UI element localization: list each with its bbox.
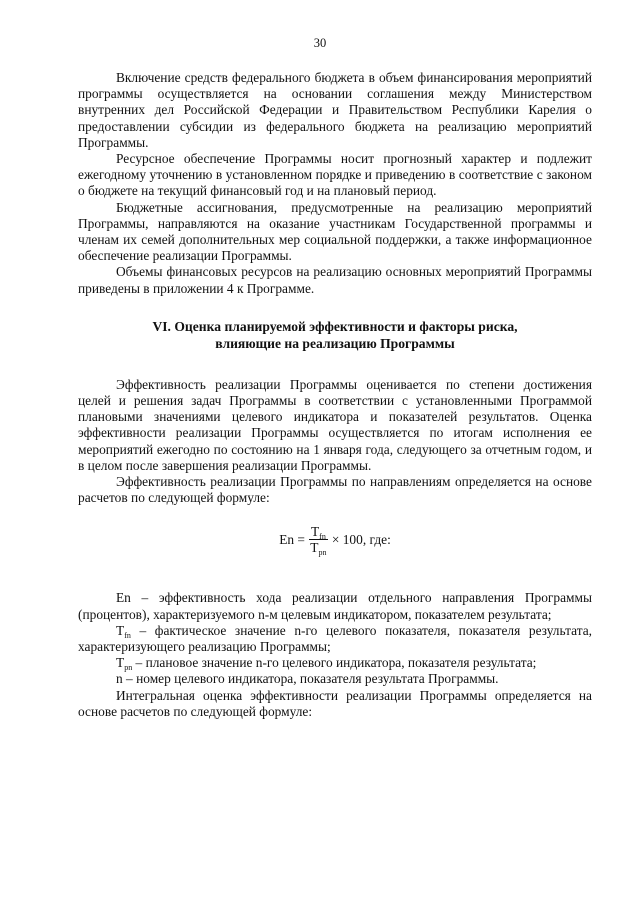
paragraph-financial-volumes: Объемы финансовых ресурсов на реализацию основных мероприятий Программы приведены в приложении 4 к Программе. [78,264,592,296]
definition-en: En – эффективность хода реализации отдельного направления Программы (процентов), характеризуемого n-м целевым индикатором, показателем результата; [78,590,592,622]
formula-denominator: $T_{pn}$ [310,540,327,558]
definition-n: n – номер целевого индикатора, показателя результата Программы. [116,671,499,687]
paragraph-resource-provision: Ресурсное обеспечение Программы носит прогнозный характер и подлежит ежегодному уточнению в установленном порядке и приведению в соответствие с законом о бюджете на текущий финансовый год и на плановый период. [78,151,592,199]
paragraph-efficiency-formula-intro: Эффективность реализации Программы по направлениям определяется на основе расчетов по следующей формуле: [78,474,592,506]
page-number: 30 [313,36,327,50]
formula-lhs: En = [279,531,305,547]
paragraph-efficiency-assessment: Эффективность реализации Программы оценивается по степени достижения целей и решения задач Программы в соответствии с установленными Программой плановыми значениями целевого индикатора и показателей результатов. Оценка эффективности реализации Программы осуществляется по итогам исполнения ее мероприятий ежегодно по состоянию на 1 января года, следующего за отчетным годом, и в целом после завершения реализации Программы. [78,376,592,473]
section-heading [78,318,592,352]
document-body [78,70,592,720]
efficiency-formula [78,524,592,564]
section-heading-line-2: влияющие на реализацию Программы [215,335,455,351]
formula-fraction [309,524,328,558]
formula-rhs: × 100, где: [331,531,391,547]
paragraph-integral-assessment: Интегральная оценка эффективности реализации Программы определяется на основе расчетов по следующей формуле: [78,687,592,719]
definition-tfn: $T_{fn}$ – фактическое значение n-го целевого показателя, показателя результата, характеризующего реализацию Программы; [78,622,592,655]
formula-numerator: $T_{fn}$ [310,524,326,542]
section-heading-line-1: VI. Оценка планируемой эффективности и факторы риска, [152,318,518,334]
paragraph-federal-budget: Включение средств федерального бюджета в объем финансирования мероприятий программы осуществляется на основании соглашения между Министерством внутренних дел Российской Федерации и Правительством Республики Карелия о предоставлении субсидии из федерального бюджета на реализацию мероприятий Программы. [78,70,592,150]
definition-tpn: $T_{pn}$ – плановое значение n-го целевого индикатора, показателя результата; [116,655,537,673]
paragraph-budget-allocations: Бюджетные ассигнования, предусмотренные на реализацию мероприятий Программы, направляются на оказание участникам Государственной программы и членам их семей дополнительных мер социальной поддержки, а также информационное обеспечение реализации Программы. [78,199,592,264]
